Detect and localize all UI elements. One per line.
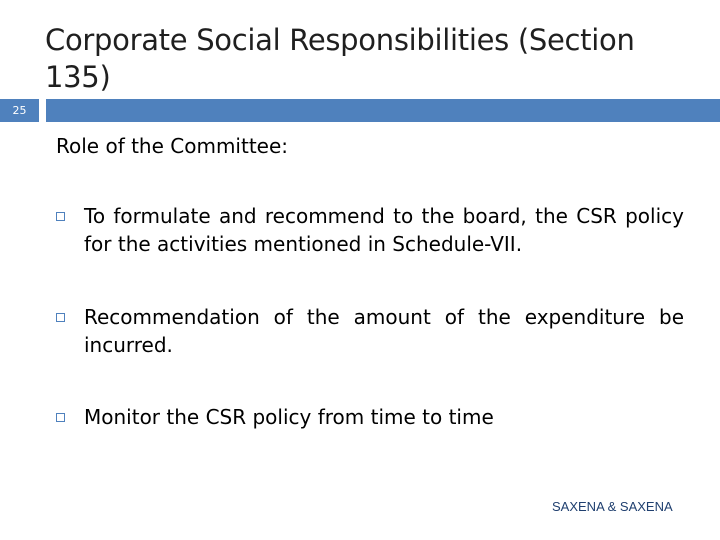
slide-number-badge [0, 99, 39, 122]
bullet-item-3: Monitor the CSR policy from time to time [84, 405, 494, 429]
header-divider-bar [46, 99, 720, 122]
bullet-item-2: Recommendation of the amount of the expenditure be incurred. [84, 305, 684, 357]
square-bullet-icon [56, 413, 65, 422]
slide-number: 25 [12, 104, 27, 117]
square-bullet-icon [56, 313, 65, 322]
square-bullet-icon [56, 212, 65, 221]
footer-credit: SAXENA & SAXENA [552, 499, 673, 514]
slide-title: Corporate Social Responsibilities (Section 135) [45, 23, 635, 94]
bullet-item-1: To formulate and recommend to the board, the CSR policy for the activities mentioned in Schedule-VII. [84, 204, 684, 256]
section-heading: Role of the Committee: [56, 134, 289, 158]
